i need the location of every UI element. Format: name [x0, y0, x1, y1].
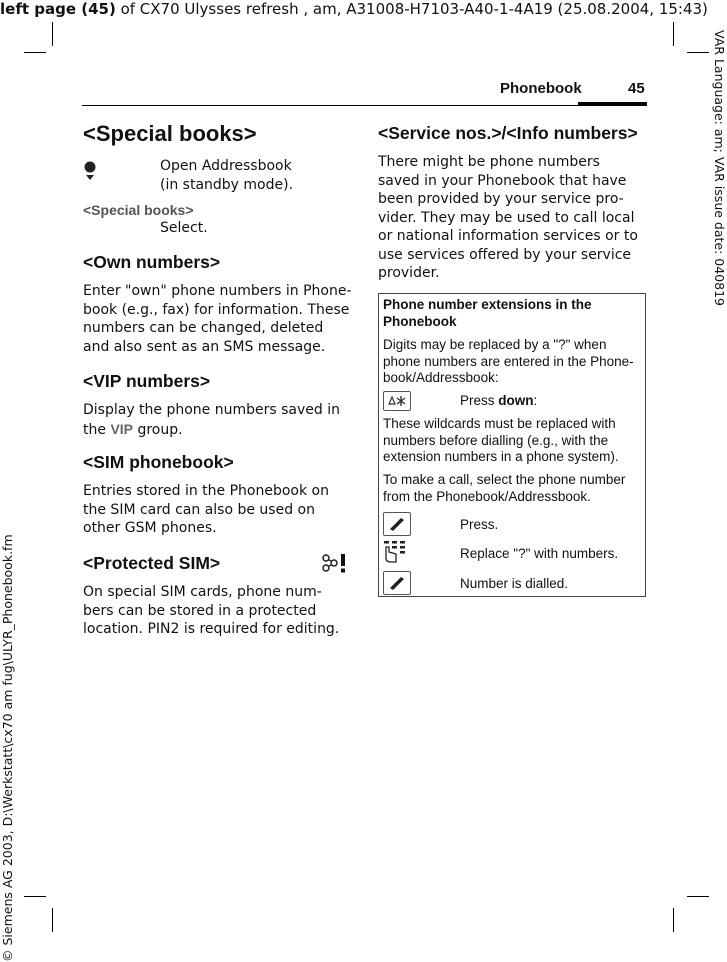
step-select: Select. — [160, 220, 208, 236]
page-number: 45 — [628, 80, 645, 97]
crop-mark — [673, 22, 674, 46]
vip-keyword: VIP — [110, 420, 134, 437]
crop-mark — [52, 908, 53, 932]
step-dialled: Number is dialled. — [460, 576, 569, 591]
network-dependent-icon — [320, 553, 348, 573]
crop-mark — [24, 52, 46, 53]
sim-phonebook-text: Entries stored in the Phonebook on the SIM card can also be used on other GSM phones. — [83, 483, 329, 536]
running-header-rest: of CX70 Ulysses refresh , am, A31008-H7103-A40-1-4A19 (25.08.2004, 15:43) — [115, 0, 708, 18]
running-header — [0, 0, 708, 18]
own-numbers-text: Enter "own" phone numbers in Phone- book (e.g., fax) for information. These numbers can be changed, deleted and also sent as an SMS message. — [83, 283, 352, 355]
step-replace: Replace "?" with numbers. — [460, 546, 619, 561]
info-box-para3: To make a call, select the phone number from the Phonebook/Addressbook. — [383, 472, 626, 504]
header-rule-thick — [578, 102, 647, 105]
header-rule — [82, 105, 647, 106]
crop-mark — [687, 52, 709, 53]
crop-mark — [687, 896, 709, 897]
star-hash-key-icon — [383, 391, 411, 411]
keypad-icon — [383, 538, 413, 564]
side-info-right: VAR Language: am; VAR issue date: 040819 — [712, 30, 727, 306]
page-header-title: Phonebook — [500, 80, 582, 97]
press-down-step: Press down: — [460, 393, 538, 408]
vip-numbers-text: Display the phone numbers saved in the VIP group. — [83, 402, 340, 438]
info-box-title: Phone number extensions in the Phonebook — [383, 297, 592, 329]
protected-sim-title: <Protected SIM> — [83, 553, 221, 573]
sim-phonebook-title: <SIM phonebook> — [83, 452, 234, 472]
crop-mark — [52, 22, 53, 46]
side-info-left: © Siemens AG 2003, D:\Werkstatt\cx70 am fug\ULYR_Phonebook.fm — [0, 534, 15, 962]
service-numbers-text: There might be phone numbers saved in your Phonebook that have been provided by your service pro- vider. They may be used to call local or national information services or to use services offered by your service provider. — [378, 154, 638, 281]
step-press: Press. — [460, 517, 499, 532]
running-header-bold: left page (45) — [0, 0, 116, 18]
step-open-addressbook: Open Addressbook (in standby mode). — [160, 158, 294, 193]
call-key-icon — [383, 512, 411, 536]
own-numbers-title: <Own numbers> — [83, 252, 221, 272]
crop-mark — [673, 908, 674, 932]
info-box-para2: These wildcards must be replaced with numbers before dialling (e.g., with the extension numbers in a phone system). — [383, 416, 619, 464]
info-box-para1: Digits may be replaced by a "?" when phone numbers are entered in the Phone- book/Addressbook: — [383, 337, 634, 385]
special-books-title: <Special books> — [83, 121, 257, 146]
crop-mark — [24, 896, 46, 897]
service-numbers-title: <Service nos.>/<Info numbers> — [378, 123, 638, 143]
vip-numbers-title: <VIP numbers> — [83, 371, 211, 391]
nav-down-icon — [83, 160, 97, 182]
special-books-label: <Special books> — [83, 202, 194, 218]
call-key-icon — [383, 571, 411, 595]
protected-sim-text: On special SIM cards, phone num- bers can be stored in a protected location. PIN2 is required for editing. — [83, 584, 340, 637]
